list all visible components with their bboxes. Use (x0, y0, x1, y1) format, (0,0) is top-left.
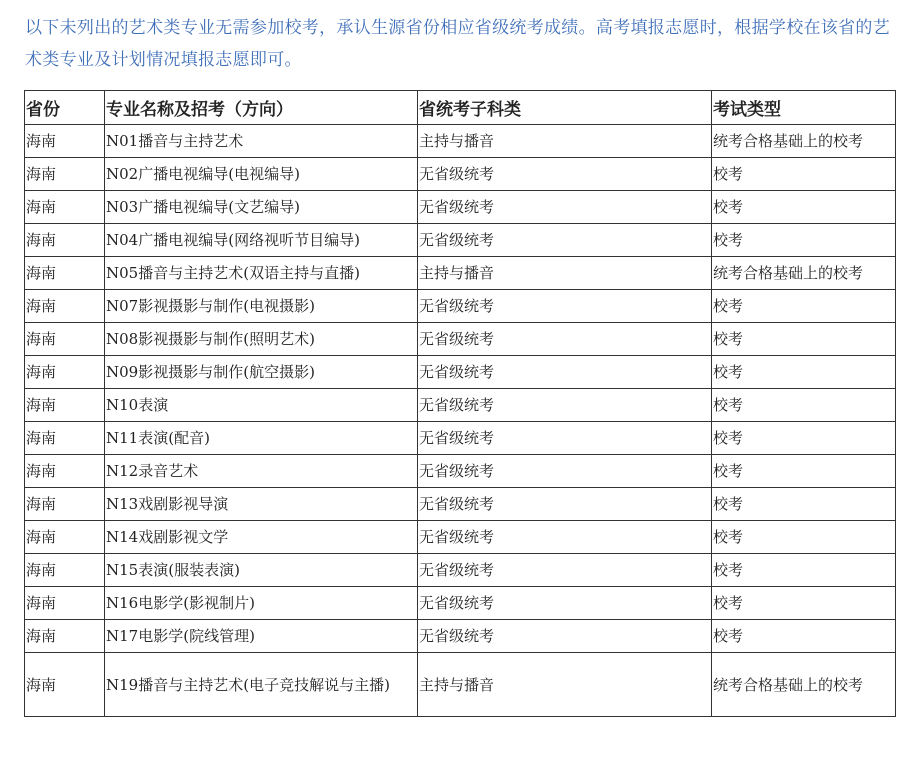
cell-subject: 无省级统考 (418, 191, 712, 224)
cell-province: 海南 (25, 191, 105, 224)
cell-exam-type: 校考 (712, 224, 896, 257)
cell-subject: 无省级统考 (418, 290, 712, 323)
cell-province: 海南 (25, 158, 105, 191)
cell-exam-type: 校考 (712, 158, 896, 191)
table-row (25, 389, 896, 422)
cell-exam-type: 校考 (712, 521, 896, 554)
cell-major: N14戏剧影视文学 (105, 521, 418, 554)
header-province: 省份 (25, 91, 105, 125)
table-row (25, 653, 896, 717)
cell-subject: 无省级统考 (418, 158, 712, 191)
cell-exam-type: 校考 (712, 488, 896, 521)
cell-province: 海南 (25, 422, 105, 455)
cell-subject: 无省级统考 (418, 389, 712, 422)
cell-subject: 无省级统考 (418, 455, 712, 488)
table-row (25, 554, 896, 587)
cell-subject: 无省级统考 (418, 488, 712, 521)
cell-subject: 无省级统考 (418, 554, 712, 587)
table-row (25, 455, 896, 488)
table-row (25, 224, 896, 257)
cell-subject: 无省级统考 (418, 422, 712, 455)
cell-major: N07影视摄影与制作(电视摄影) (105, 290, 418, 323)
cell-subject: 无省级统考 (418, 323, 712, 356)
cell-province: 海南 (25, 653, 105, 717)
cell-province: 海南 (25, 224, 105, 257)
cell-exam-type: 校考 (712, 554, 896, 587)
cell-major: N13戏剧影视导演 (105, 488, 418, 521)
table-row (25, 158, 896, 191)
cell-province: 海南 (25, 389, 105, 422)
cell-province: 海南 (25, 587, 105, 620)
table-row (25, 488, 896, 521)
cell-province: 海南 (25, 455, 105, 488)
cell-province: 海南 (25, 554, 105, 587)
cell-exam-type: 统考合格基础上的校考 (712, 125, 896, 158)
table-row (25, 587, 896, 620)
cell-major: N05播音与主持艺术(双语主持与直播) (105, 257, 418, 290)
intro-paragraph: 以下未列出的艺术类专业无需参加校考，承认生源省份相应省级统考成绩。高考填报志愿时，根据学校在该省的艺术类专业及计划情况填报志愿即可。 (25, 18, 890, 70)
cell-major: N19播音与主持艺术(电子竞技解说与主播) (105, 653, 418, 717)
table-row (25, 257, 896, 290)
table-row (25, 191, 896, 224)
header-exam-type: 考试类型 (712, 91, 896, 125)
cell-major: N17电影学(院线管理) (105, 620, 418, 653)
cell-province: 海南 (25, 257, 105, 290)
cell-major: N16电影学(影视制片) (105, 587, 418, 620)
cell-major: N02广播电视编导(电视编导) (105, 158, 418, 191)
cell-subject: 主持与播音 (418, 257, 712, 290)
table-body (25, 125, 896, 717)
cell-subject: 主持与播音 (418, 653, 712, 717)
header-major: 专业名称及招考（方向） (105, 91, 418, 125)
cell-province: 海南 (25, 356, 105, 389)
cell-exam-type: 统考合格基础上的校考 (712, 257, 896, 290)
cell-major: N08影视摄影与制作(照明艺术) (105, 323, 418, 356)
table-row (25, 323, 896, 356)
header-subject: 省统考子科类 (418, 91, 712, 125)
cell-major: N01播音与主持艺术 (105, 125, 418, 158)
table-header (25, 91, 896, 125)
cell-province: 海南 (25, 125, 105, 158)
table-header-row (25, 91, 896, 125)
cell-major: N11表演(配音) (105, 422, 418, 455)
cell-province: 海南 (25, 620, 105, 653)
admissions-table (24, 90, 896, 717)
cell-subject: 无省级统考 (418, 620, 712, 653)
table-row (25, 356, 896, 389)
cell-major: N04广播电视编导(网络视听节目编导) (105, 224, 418, 257)
cell-province: 海南 (25, 488, 105, 521)
cell-exam-type: 校考 (712, 620, 896, 653)
cell-exam-type: 统考合格基础上的校考 (712, 653, 896, 717)
table-row (25, 125, 896, 158)
cell-exam-type: 校考 (712, 290, 896, 323)
cell-subject: 主持与播音 (418, 125, 712, 158)
cell-subject: 无省级统考 (418, 587, 712, 620)
cell-province: 海南 (25, 290, 105, 323)
cell-exam-type: 校考 (712, 323, 896, 356)
table-row (25, 422, 896, 455)
cell-exam-type: 校考 (712, 389, 896, 422)
cell-province: 海南 (25, 323, 105, 356)
cell-major: N03广播电视编导(文艺编导) (105, 191, 418, 224)
cell-subject: 无省级统考 (418, 521, 712, 554)
cell-province: 海南 (25, 521, 105, 554)
cell-major: N10表演 (105, 389, 418, 422)
cell-major: N09影视摄影与制作(航空摄影) (105, 356, 418, 389)
table-row (25, 620, 896, 653)
cell-subject: 无省级统考 (418, 356, 712, 389)
cell-exam-type: 校考 (712, 422, 896, 455)
cell-major: N15表演(服装表演) (105, 554, 418, 587)
cell-major: N12录音艺术 (105, 455, 418, 488)
cell-subject: 无省级统考 (418, 224, 712, 257)
table-row (25, 290, 896, 323)
cell-exam-type: 校考 (712, 356, 896, 389)
table-row (25, 521, 896, 554)
cell-exam-type: 校考 (712, 455, 896, 488)
cell-exam-type: 校考 (712, 191, 896, 224)
cell-exam-type: 校考 (712, 587, 896, 620)
